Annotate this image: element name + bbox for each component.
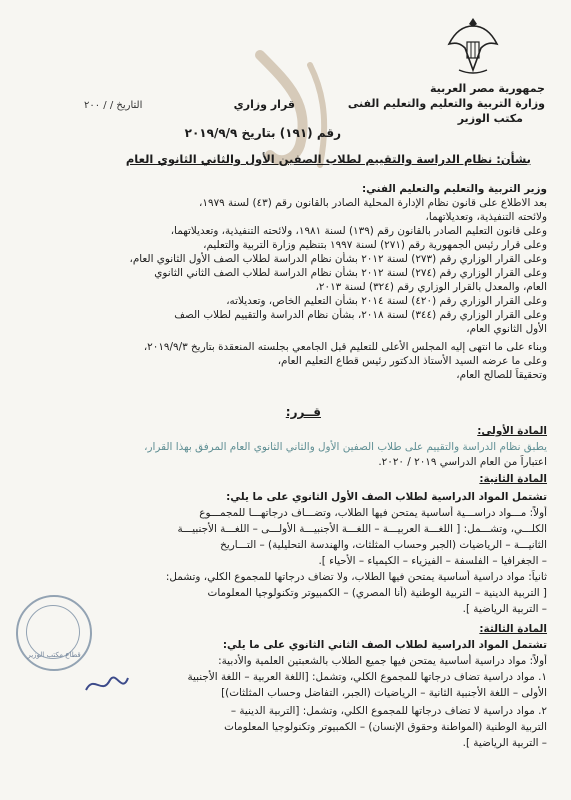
decree-word: قــرر: xyxy=(285,405,321,419)
article-2-line: الكلـــي، وتشـــمل: [ اللغـــة العربيـــة – اللغـــة الأجنبيـــة الأولـــى – اللغـــة الأجنبيـــة xyxy=(177,523,547,535)
article-3-line: ٢. مواد دراسية لا تضاف درجاتها للمجموع الكلي، وتشمل: [التربية الدينية – xyxy=(230,705,547,717)
seal-text: قطاع مكتب الوزير xyxy=(27,651,81,659)
article-3-line: الأولى – اللغة الأجنبية الثانية – الرياضيات (الجبر، التفاضل وحساب المثلثات)] xyxy=(221,687,547,699)
article-2-line: [ التربية الدينية – التربية الوطنية (أنا المصري) – الكمبيوتر وتكنولوجيا المعلومات xyxy=(207,587,547,599)
handwritten-mark-icon xyxy=(82,670,132,700)
article-2-line: – التربية الرياضية ]. xyxy=(462,603,547,615)
preamble-line: وعلى قرار رئيس الجمهورية رقم (٢٧١) لسنة ١٩٩٧ بتنظيم وزارة التربية والتعليم، xyxy=(203,239,547,251)
preamble-line: ولائحته التنفيذية، وتعديلاتهما، xyxy=(425,211,547,223)
preamble-line: العام، والمعدل بالقرار الوزاري رقم (٣٢٤) لسنة ٢٠١٣، xyxy=(315,281,547,293)
decree-number: رقم (١٩١) بتاريخ ٢٠١٩/٩/٩ xyxy=(184,126,341,140)
preamble-line: وعلى القرار الوزاري رقم (٤٢٠) لسنة ٢٠١٤ بشأن التعليم الخاص، وتعديلاته، xyxy=(226,295,547,307)
preamble-line: وعلى القرار الوزاري رقم (٢٧٤) لسنة ٢٠١٢ بشأن نظام الدراسة لطلاب الصف الثاني الثانوي xyxy=(154,267,547,279)
article-2-line: – الجغرافيا – الفلسفة – الفيزياء – الكيمياء – الأحياء ]. xyxy=(318,555,547,567)
article-1-text: اعتباراً من العام الدراسي ٢٠١٩ / ٢٠٢٠. xyxy=(378,456,547,468)
article-2-title: المادة الثانية: xyxy=(479,473,547,485)
article-2-line: أولاً: مـــواد دراســـية أساسية يمتحن فيها الطلاب، وتضـــاف درجاتهـــا للمجمـــوع xyxy=(199,507,547,519)
preamble-line: وعلى ما عرضه السيد الأستاذ الدكتور رئيس قطاع التعليم العام، xyxy=(277,355,547,367)
article-3-title: المادة الثالثة: xyxy=(479,623,547,635)
decree-subject: بشأن: نظام الدراسة والتقييم لطلاب الصفين الأول والثاني الثانوي العام xyxy=(125,152,531,166)
decree-label: قرار وزاري xyxy=(233,98,295,111)
article-2-intro: تشتمل المواد الدراسية لطلاب الصف الأول الثانوي على ما يلي: xyxy=(226,491,547,503)
preamble-line: وتحقيقاً للصالح العام، xyxy=(456,369,547,381)
article-3-intro: تشتمل المواد الدراسية لطلاب الصف الثاني الثانوي على ما يلي: xyxy=(222,639,547,651)
country-name: جمهورية مصر العربية xyxy=(430,82,545,95)
article-2-line: الثانيـــة – الرياضيات (الجبر وحساب المثلثات، والهندسة التحليلية) – التـــاريخ xyxy=(220,539,547,551)
eagle-emblem-icon xyxy=(445,14,501,78)
article-3-line: أولاً: مواد دراسية أساسية يمتحن فيها جميع الطلاب بالشعبتين العلمية والأدبية: xyxy=(218,655,547,667)
official-seal xyxy=(16,595,92,671)
preamble-line: الأول الثانوي العام، xyxy=(466,323,547,335)
office-name: مكتب الوزير xyxy=(457,112,523,125)
article-1-title: المادة الأولى: xyxy=(477,425,547,437)
minister-title: وزير التربية والتعليم والتعليم الفني: xyxy=(361,183,547,195)
article-3-line: ١. مواد دراسية تضاف درجاتها للمجموع الكلي، وتشمل: [اللغة العربية – اللغة الأجنبية xyxy=(187,671,547,683)
preamble-line: بعد الاطلاع على قانون نظام الإدارة المحلية الصادر بالقانون رقم (٤٣) لسنة ١٩٧٩، xyxy=(199,197,547,209)
preamble-line: وبناء على ما انتهى إليه المجلس الأعلى للتعليم قبل الجامعي بجلسته المنعقدة بتاريخ ٢٠١٩/٩/٣، xyxy=(143,341,547,353)
date-label: التاريخ / / ٢٠٠ xyxy=(84,100,143,111)
article-3-line: التربية الوطنية (المواطنة وحقوق الإنسان) – الكمبيوتر وتكنولوجيا المعلومات xyxy=(224,721,547,733)
ministry-name: وزارة التربية والتعليم والتعليم الفنى xyxy=(347,97,545,110)
preamble-line: وعلى القرار الوزاري رقم (٢٧٣) لسنة ٢٠١٢ بشأن نظام الدراسة لطلاب الصف الأول الثانوي العام، xyxy=(129,253,547,265)
preamble-line: وعلى القرار الوزاري رقم (٣٤٤) لسنة ٢٠١٨، بشأن نظام الدراسة والتقييم لطلاب الصف xyxy=(174,309,547,321)
article-3-line: – التربية الرياضية ]. xyxy=(462,737,547,749)
article-1-overlay-text: يطبق نظام الدراسة والتقييم على طلاب الصفين الأول والثاني الثانوي العام المرفق بهذا القرار، xyxy=(144,441,547,453)
preamble-line: وعلى قانون التعليم الصادر بالقانون رقم (١٣٩) لسنة ١٩٨١، ولائحته التنفيذية، وتعديلاتهما، xyxy=(170,225,547,237)
article-2-line: ثانياً: مواد دراسية أساسية يمتحن فيها الطلاب، ولا تضاف درجاتها للمجموع الكلي، وتشمل: xyxy=(165,571,547,583)
